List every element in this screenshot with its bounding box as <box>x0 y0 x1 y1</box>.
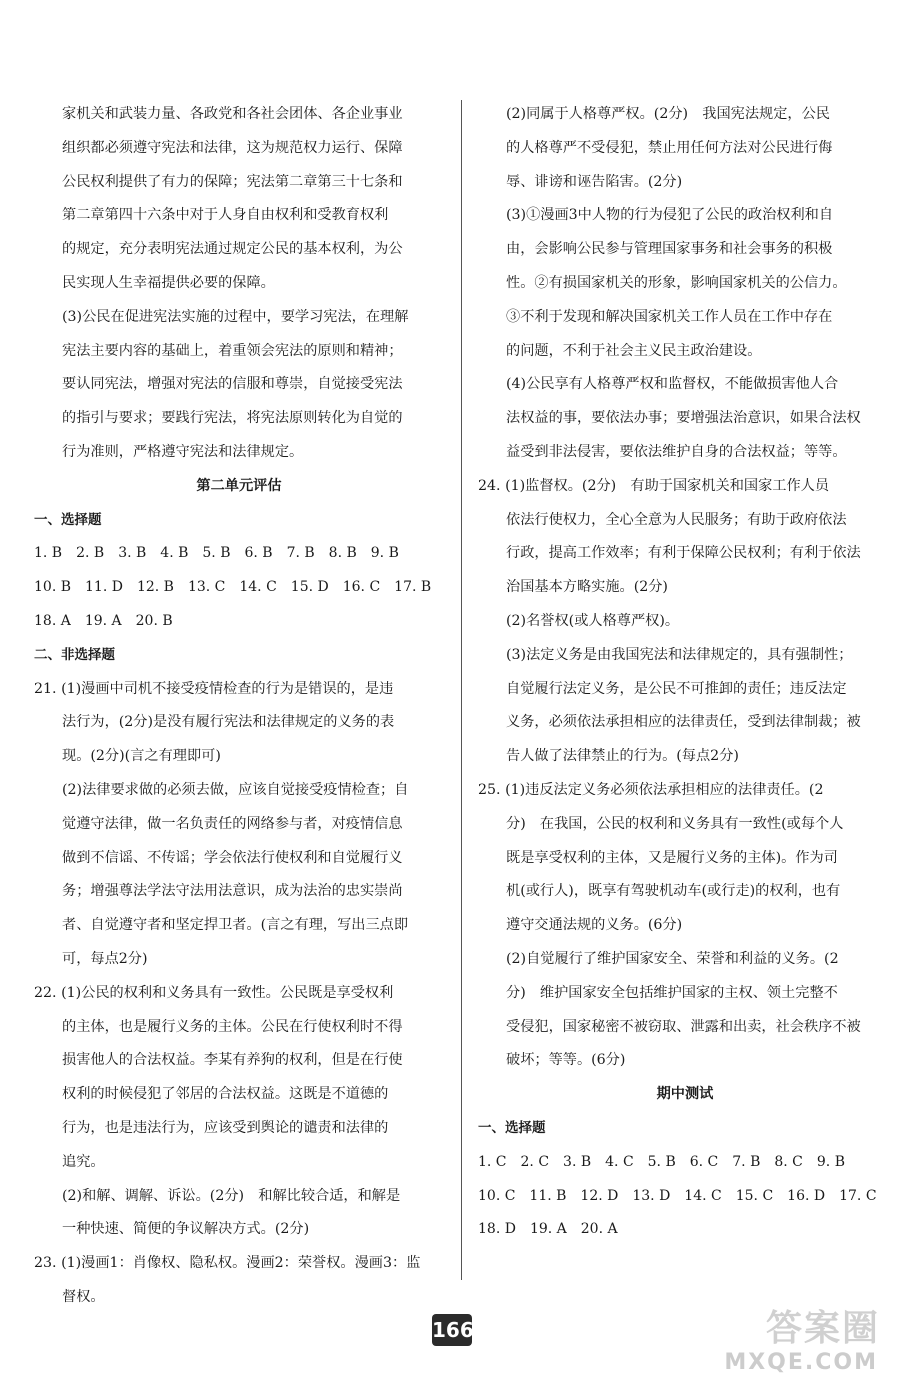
text-line: 权利的时候侵犯了邻居的合法权益。这既是不道德的 <box>62 1086 389 1103</box>
text-line: 追究。 <box>62 1153 105 1170</box>
text-line: 由，会影响公民参与管理国家事务和社会事务的积极 <box>506 241 833 258</box>
text-line: 的规定，充分表明宪法通过规定公民的基本权利，为公 <box>62 241 403 258</box>
text-line: 第二单元评估 <box>196 477 282 494</box>
text-line: 遵守交通法规的义务。(6分) <box>506 917 683 934</box>
text-line: 22. (1)公民的权利和义务具有一致性。公民既是享受权利 <box>34 984 394 1001</box>
text-line: 自觉履行法定义务，是公民不可推卸的责任；违反法定 <box>506 680 847 697</box>
text-line: 行为，也是违法行为，应该受到舆论的谴责和法律的 <box>62 1119 389 1136</box>
text-line: 分) 在我国，公民的权利和义务具有一致性(或每个人 <box>506 815 844 832</box>
text-line: 18. A 19. A 20. B <box>34 612 173 629</box>
text-line: (3)公民在促进宪法实施的过程中，要学习宪法，在理解 <box>62 308 409 325</box>
text-line: ③不利于发现和解决国家机关工作人员在工作中存在 <box>506 308 833 325</box>
text-line: 一种快速、简便的争议解决方式。(2分) <box>62 1221 310 1238</box>
text-line: (2)法律要求做的必须去做，应该自觉接受疫情检查；自 <box>62 781 409 798</box>
text-line: 的指引与要求；要践行宪法，将宪法原则转化为自觉的 <box>62 410 403 427</box>
text-line: 的人格尊严不受侵犯，禁止用任何方法对公民进行侮 <box>506 139 833 156</box>
text-line: 的问题，不利于社会主义民主政治建设。 <box>506 342 762 359</box>
text-line: 24. (1)监督权。(2分) 有助于国家机关和国家工作人员 <box>478 477 830 494</box>
text-line: 分) 维护国家安全包括维护国家的主权、领土完整不 <box>506 984 838 1001</box>
text-line: 现。(2分)(言之有理即可) <box>62 748 221 765</box>
text-line: 破坏；等等。(6分) <box>506 1052 626 1069</box>
text-line: 10. C 11. B 12. D 13. D 14. C 15. C 16. D 17. C <box>478 1187 877 1204</box>
text-line: 公民权利提供了有力的保障；宪法第二章第三十七条和 <box>62 173 403 190</box>
text-line: (2)自觉履行了维护国家安全、荣誉和利益的义务。(2 <box>506 950 839 967</box>
text-line: 民实现人生幸福提供必要的保障。 <box>62 274 275 291</box>
text-line: 者、自觉遵守者和坚定捍卫者。(言之有理，写出三点即 <box>62 917 409 934</box>
text-line: 23. (1)漫画1：肖像权、隐私权。漫画2：荣誉权。漫画3：监 <box>34 1255 421 1272</box>
column-divider <box>461 100 462 1280</box>
text-line: 一、选择题 <box>478 1119 546 1136</box>
text-line: 督权。 <box>62 1288 105 1305</box>
watermark-url: MXQE.COM <box>724 1350 878 1375</box>
text-line: 做到不信谣、不传谣；学会依法行使权利和自觉履行义 <box>62 849 403 866</box>
text-line: 受侵犯，国家秘密不被窃取、泄露和出卖，社会秩序不被 <box>506 1018 861 1035</box>
text-line: 益受到非法侵害，要依法维护自身的合法权益；等等。 <box>506 443 847 460</box>
text-line: 机(或行人)，既享有驾驶机动车(或行走)的权利，也有 <box>506 883 841 900</box>
text-line: (2)同属于人格尊严权。(2分) 我国宪法规定，公民 <box>506 106 830 122</box>
text-line: 辱、诽谤和诬告陷害。(2分) <box>506 173 683 190</box>
text-line: 既是享受权利的主体，又是履行义务的主体)。作为司 <box>506 849 838 866</box>
text-line: 可，每点2分) <box>62 950 148 967</box>
text-line: 宪法主要内容的基础上，着重领会宪法的原则和精神； <box>62 342 403 359</box>
text-line: 损害他人的合法权益。李某有养狗的权利，但是在行使 <box>62 1052 403 1069</box>
text-line: 务；增强尊法学法守法用法意识，成为法治的忠实崇尚 <box>62 883 403 900</box>
text-line: (3)法定义务是由我国宪法和法律规定的，具有强制性； <box>506 646 853 663</box>
text-line: 的主体，也是履行义务的主体。公民在行使权利时不得 <box>62 1018 403 1035</box>
text-line: 觉遵守法律，做一名负责任的网络参与者，对疫情信息 <box>62 815 403 832</box>
text-line: 家机关和武装力量、各政党和各社会团体、各企业事业 <box>62 106 403 122</box>
text-line: 法行为，(2分)是没有履行宪法和法律规定的义务的表 <box>62 714 395 731</box>
text-line: 行政，提高工作效率；有利于保障公民权利；有利于依法 <box>506 545 861 562</box>
text-line: 25. (1)违反法定义务必须依法承担相应的法律责任。(2 <box>478 781 824 798</box>
text-line: (4)公民享有人格尊严权和监督权，不能做损害他人合 <box>506 376 839 393</box>
text-line: 治国基本方略实施。(2分) <box>506 579 668 596</box>
text-line: 1. B 2. B 3. B 4. B 5. B 6. B 7. B 8. B 9. B <box>34 545 399 562</box>
text-line: 二、非选择题 <box>34 646 115 663</box>
text-line: 期中测试 <box>656 1086 714 1103</box>
page-number: 166 <box>432 1314 472 1346</box>
text-line: 行为准则，严格遵守宪法和法律规定。 <box>62 443 304 460</box>
text-line: 依法行使权力，全心全意为人民服务；有助于政府依法 <box>506 511 847 528</box>
text-line: (3)①漫画3中人物的行为侵犯了公民的政治权利和自 <box>506 207 834 224</box>
text-line: 10. B 11. D 12. B 13. C 14. C 15. D 16. C 17. B <box>34 579 432 596</box>
left-column <box>34 98 444 1315</box>
text-line: 告人做了法律禁止的行为。(每点2分) <box>506 748 739 765</box>
text-line: 一、选择题 <box>34 511 102 528</box>
text-line: 21. (1)漫画中司机不接受疫情检查的行为是错误的，是违 <box>34 680 394 697</box>
watermark-logo: 答案圈 <box>765 1308 880 1349</box>
right-column <box>478 98 892 1247</box>
text-line: 要认同宪法，增强对宪法的信服和尊崇，自觉接受宪法 <box>62 376 403 393</box>
text-line: 第二章第四十六条中对于人身自由权利和受教育权利 <box>62 207 389 224</box>
text-line: 1. C 2. C 3. B 4. C 5. B 6. C 7. B 8. C 9. B <box>478 1153 845 1170</box>
text-line: (2)名誉权(或人格尊严权)。 <box>506 612 680 629</box>
text-line: 18. D 19. A 20. A <box>478 1221 618 1238</box>
text-line: 义务，必须依法承担相应的法律责任，受到法律制裁；被 <box>506 714 861 731</box>
text-line: 性。②有损国家机关的形象，影响国家机关的公信力。 <box>506 274 847 291</box>
text-line: (2)和解、调解、诉讼。(2分) 和解比较合适，和解是 <box>62 1187 401 1204</box>
text-line: 法权益的事，要依法办事；要增强法治意识，如果合法权 <box>506 410 861 427</box>
text-line: 组织都必须遵守宪法和法律，这为规范权力运行、保障 <box>62 139 403 156</box>
